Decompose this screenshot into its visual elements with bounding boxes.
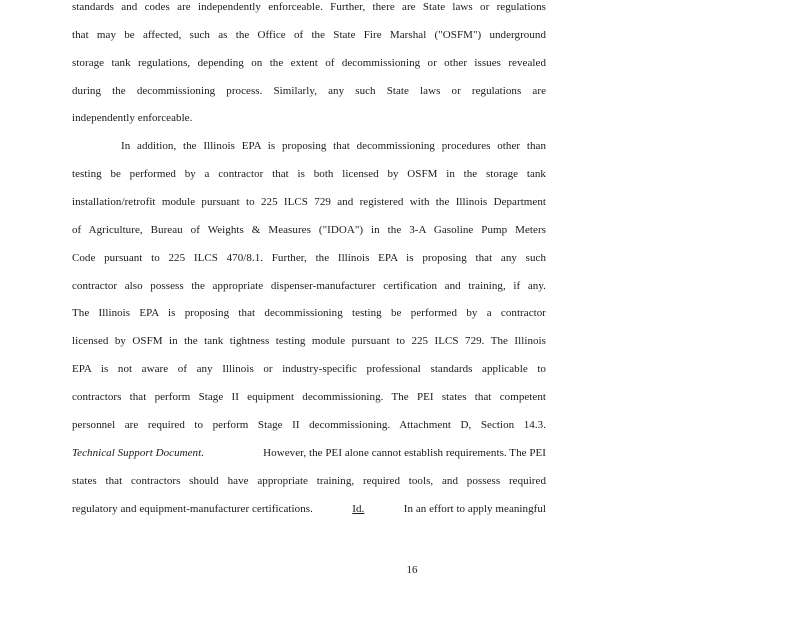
italic-citation: Technical Support Document. — [72, 447, 205, 459]
body-text-line: standards and codes are independently enforceable. Further, there are State laws or regulations — [72, 1, 546, 13]
body-text-line: contractor also possess the appropriate dispenser-manufacturer certification and training, if any. — [72, 280, 546, 292]
body-text-line: of Agriculture, Bureau of Weights & Measures ("IDOA") in the 3-A Gasoline Pump Meters — [72, 224, 546, 236]
body-text-line: that may be affected, such as the Office of the State Fire Marshal ("OSFM") underground — [72, 29, 546, 41]
body-text-line: storage tank regulations, depending on the extent of decommissioning or other issues revealed — [72, 57, 546, 69]
body-text-line: The Illinois EPA is proposing that decommissioning testing be performed by a contractor — [72, 307, 546, 319]
body-text-line: independently enforceable. — [72, 112, 193, 124]
body-text-segment: regulatory and equipment-manufacturer certifications. — [72, 503, 313, 515]
body-text-line: personnel are required to perform Stage II decommissioning. Attachment D, Section 14.3. — [72, 419, 546, 431]
id-citation: Id. — [352, 503, 365, 515]
body-text-line: installation/retrofit module pursuant to 225 ILCS 729 and registered with the Illinois Department — [72, 196, 546, 208]
body-text-segment: In an effort to apply meaningful — [403, 503, 546, 515]
body-text-line-with-citation — [72, 502, 546, 516]
body-text-line: licensed by OSFM in the tank tightness testing module pursuant to 225 ILCS 729. The Illinois — [72, 335, 546, 347]
paragraph-first-line: In addition, the Illinois EPA is proposing that decommissioning procedures other than — [121, 140, 546, 152]
body-text-line-with-citation — [72, 446, 546, 460]
page-number: 16 — [406, 564, 418, 576]
body-text-line: testing be performed by a contractor that is both licensed by OSFM in the storage tank — [72, 168, 546, 180]
body-text-line: Code pursuant to 225 ILCS 470/8.1. Further, the Illinois EPA is proposing that any such — [72, 252, 546, 264]
body-text-segment: However, the PEI alone cannot establish requirements. The PEI — [263, 447, 546, 459]
body-text-line: EPA is not aware of any Illinois or industry-specific professional standards applicable to — [72, 363, 546, 375]
body-text-line: states that contractors should have appropriate training, required tools, and possess required — [72, 475, 546, 487]
body-text-line: during the decommissioning process. Similarly, any such State laws or regulations are — [72, 85, 546, 97]
body-text-line: contractors that perform Stage II equipment decommissioning. The PEI states that competent — [72, 391, 546, 403]
